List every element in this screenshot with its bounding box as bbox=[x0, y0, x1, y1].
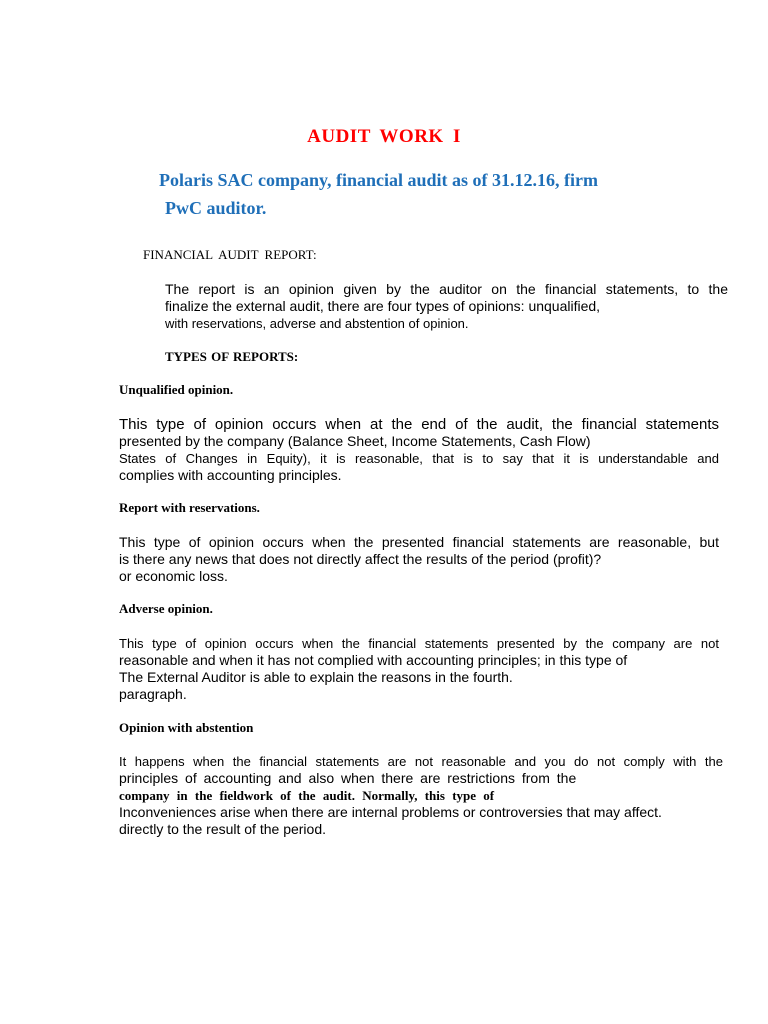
section-line: paragraph. bbox=[119, 686, 187, 702]
subtitle-line-1: Polaris SAC company, financial audit as of 31.12.16, firm bbox=[159, 170, 599, 190]
section-body-adverse bbox=[119, 635, 719, 703]
intro-line-3: with reservations, adverse and abstention of opinion. bbox=[165, 316, 469, 331]
section-line: presented by the company (Balance Sheet, Income Statements, Cash Flow) bbox=[119, 433, 591, 449]
section-heading-abstention: Opinion with abstention bbox=[119, 720, 254, 735]
section-line: It happens when the financial statements are not reasonable and you do not comply with the bbox=[119, 754, 723, 769]
section-body-unqualified bbox=[119, 416, 719, 484]
section-line: The External Auditor is able to explain the reasons in the fourth. bbox=[119, 669, 513, 685]
section-line: Inconveniences arise when there are internal problems or controversies that may affect. bbox=[119, 804, 662, 820]
intro-paragraph bbox=[165, 281, 728, 332]
section-line: principles of accounting and also when there are restrictions from the bbox=[119, 770, 577, 786]
section-line: complies with accounting principles. bbox=[119, 467, 342, 483]
section-line: States of Changes in Equity), it is reasonable, that is to say that it is understandable and bbox=[119, 451, 719, 466]
intro-line-1: The report is an opinion given by the auditor on the financial statements, to the bbox=[165, 281, 728, 297]
subtitle-line-2: PwC auditor. bbox=[165, 198, 267, 218]
section-line: This type of opinion occurs when at the end of the audit, the financial statements bbox=[119, 416, 719, 433]
section-line: directly to the result of the period. bbox=[119, 821, 326, 837]
financial-audit-heading: FINANCIAL AUDIT REPORT: bbox=[143, 247, 317, 262]
document-title: AUDIT WORK I bbox=[307, 126, 461, 147]
section-line: or economic loss. bbox=[119, 568, 228, 584]
section-line: reasonable and when it has not complied with accounting principles; in this type of bbox=[119, 652, 628, 668]
section-line: This type of opinion occurs when the financial statements presented by the company are not bbox=[119, 636, 719, 651]
section-heading-adverse: Adverse opinion. bbox=[119, 601, 213, 616]
section-heading-unqualified: Unqualified opinion. bbox=[119, 382, 234, 397]
section-line: company in the fieldwork of the audit. Normally, this type of bbox=[119, 788, 495, 803]
section-heading-reservations: Report with reservations. bbox=[119, 500, 260, 515]
document-subtitle bbox=[143, 166, 733, 222]
intro-line-2: finalize the external audit, there are four types of opinions: unqualified, bbox=[165, 298, 601, 314]
section-body-reservations bbox=[119, 534, 719, 585]
section-line: is there any news that does not directly affect the results of the period (profit)? bbox=[119, 551, 602, 567]
section-line: This type of opinion occurs when the presented financial statements are reasonable, but bbox=[119, 534, 719, 550]
section-body-abstention bbox=[119, 753, 723, 838]
types-of-reports-heading: TYPES OF REPORTS: bbox=[165, 349, 299, 364]
